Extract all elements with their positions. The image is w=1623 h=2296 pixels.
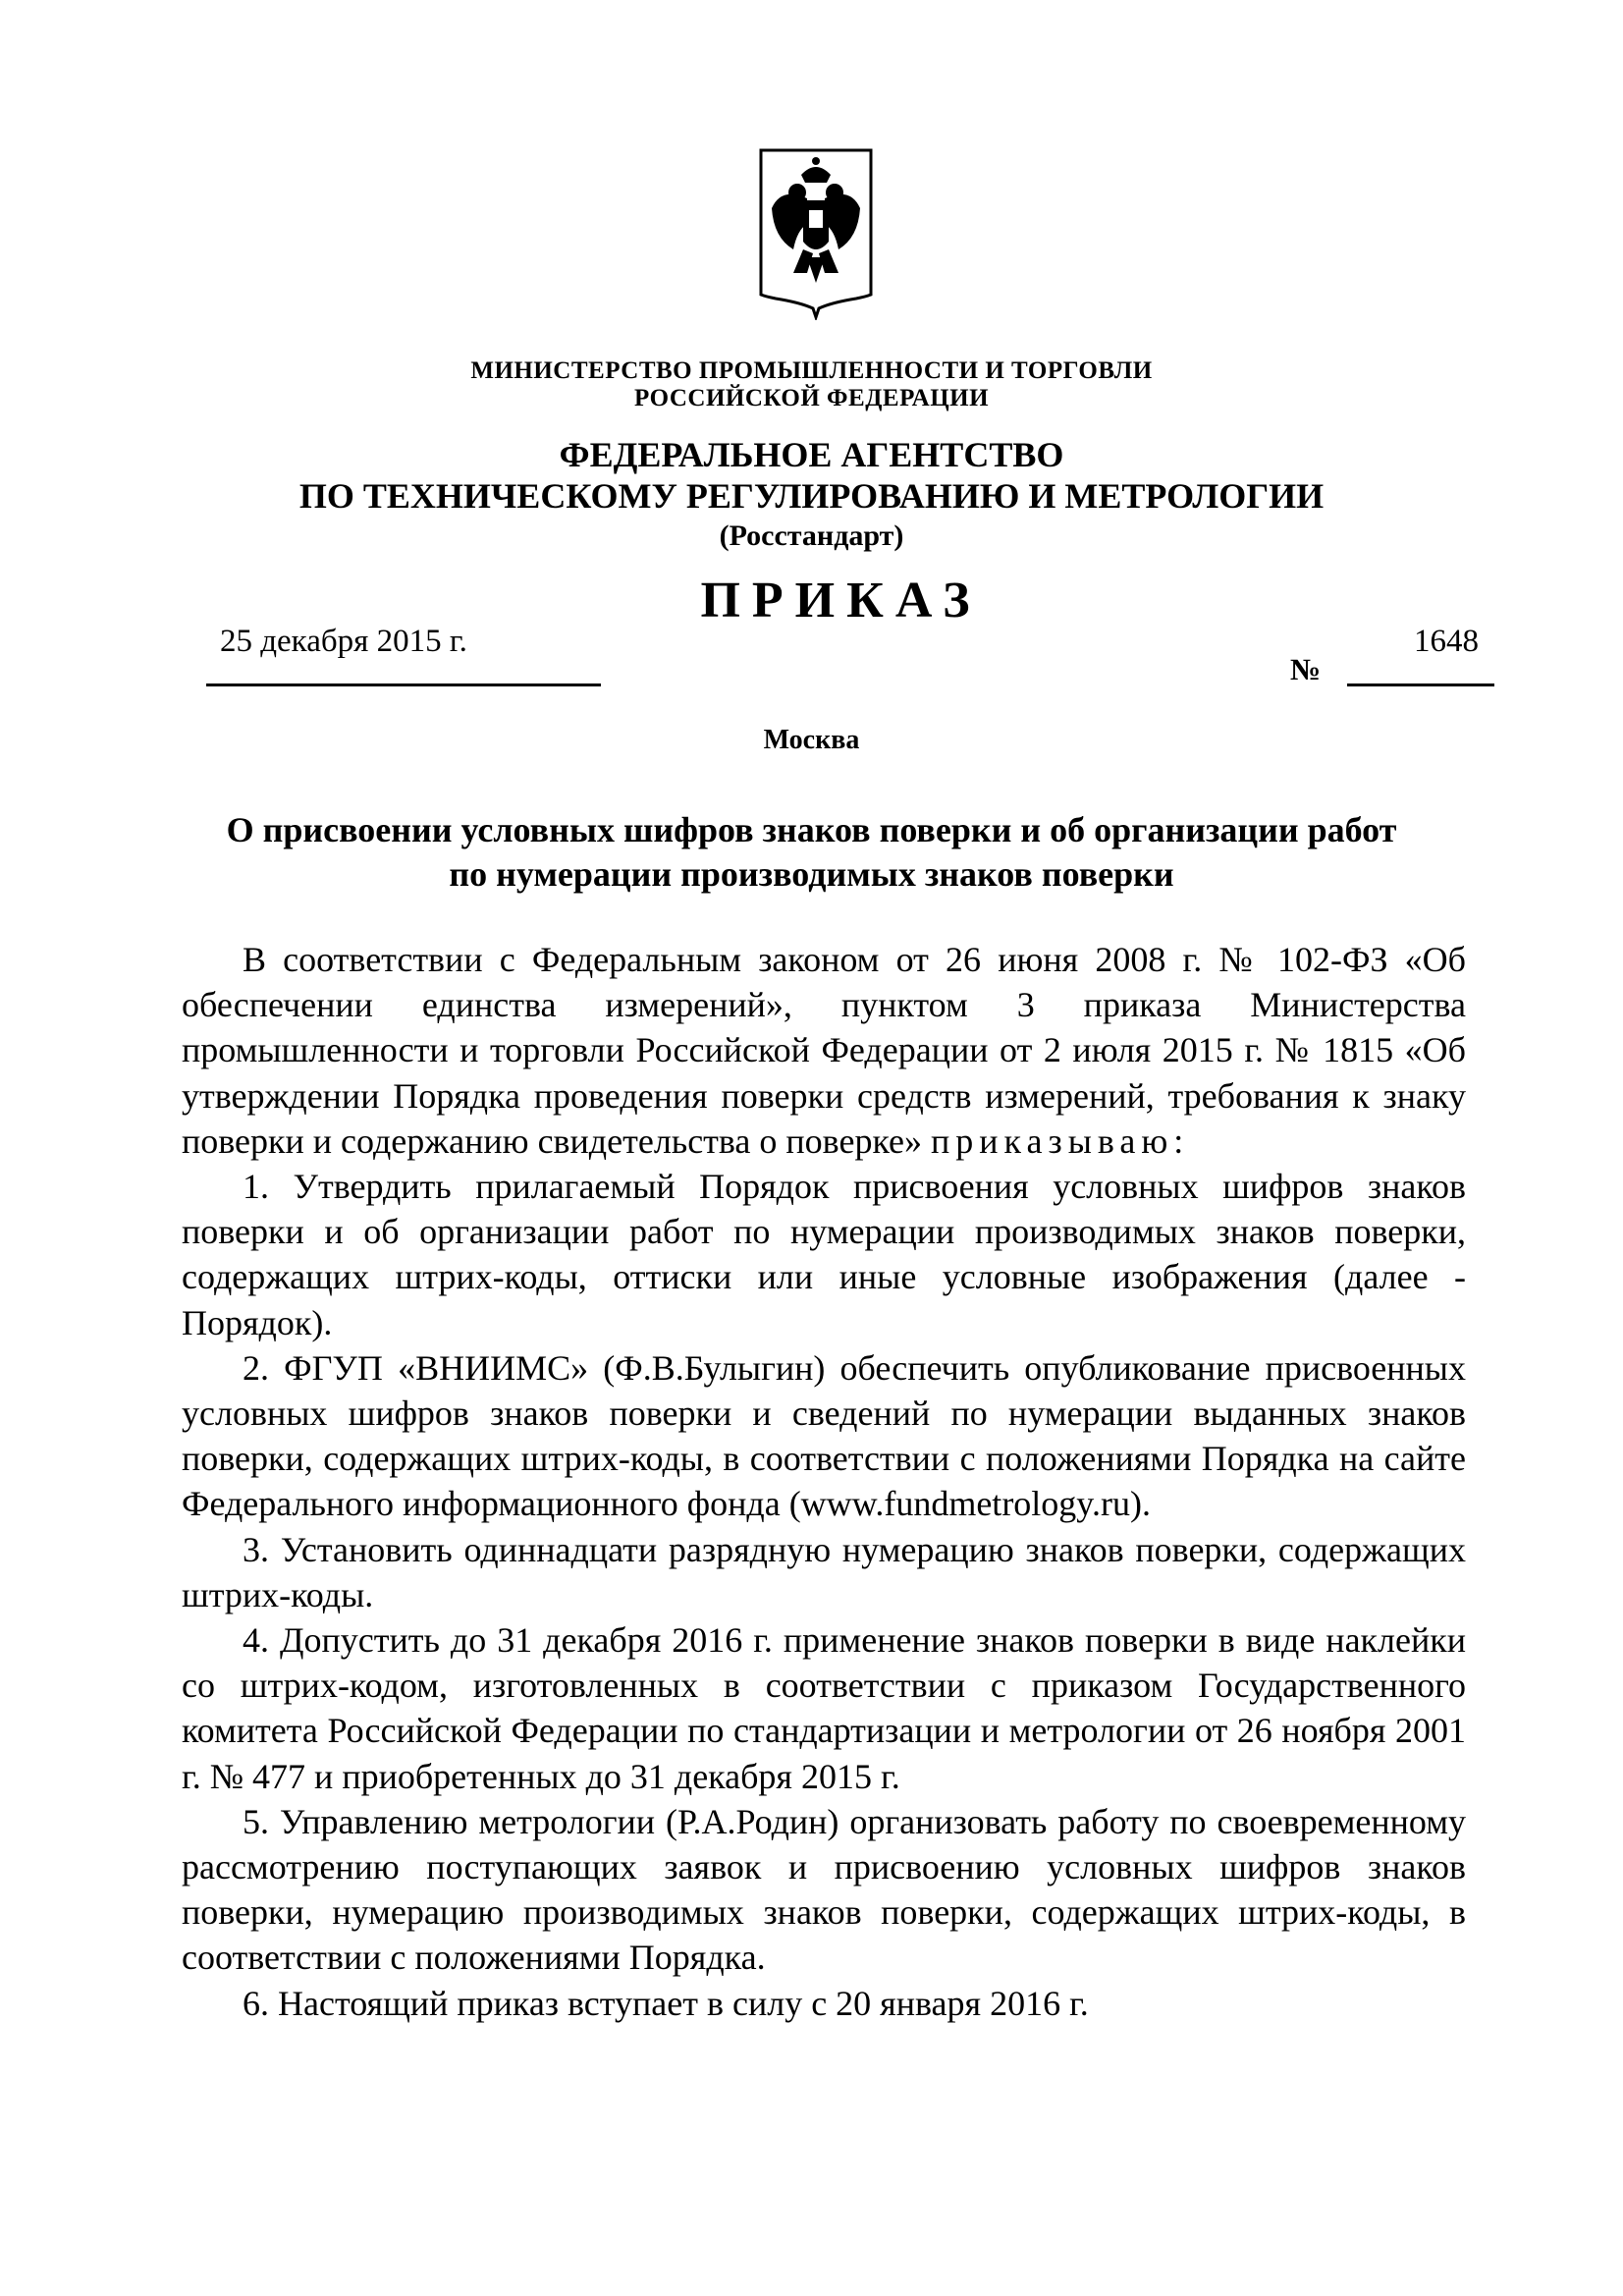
order-item-2: 2. ФГУП «ВНИИМС» (Ф.В.Булыгин) обеспечить опубликование присвоенных условных шифров знаков поверки и сведений по нумерации выданных знаков поверки, содержащих штрих-коды, в соответствии с положениями Порядка на сайте Федерального информационного фонда (www.fundmetrology.ru). [182,1347,1466,1524]
agency-name [0,434,1623,556]
subject-line-2: по нумерации производимых знаков поверки [449,854,1174,894]
agency-short-name: (Росстандарт) [719,519,904,552]
preamble-paragraph [182,937,1466,1164]
agency-line-2: ПО ТЕХНИЧЕСКОМУ РЕГУЛИРОВАНИЮ И МЕТРОЛОГИИ [298,476,1325,516]
agency-line-1: ФЕДЕРАЛЬНОЕ АГЕНТСТВО [559,435,1064,474]
order-item-3: 3. Установить одиннадцати разрядную нумерацию знаков поверки, содержащих штрих-коды. [182,1529,1466,1614]
order-title: ПРИКАЗ [700,573,982,629]
ministry-line-2: РОССИЙСКОЙ ФЕДЕРАЦИИ [633,385,990,411]
order-body [182,937,1466,2026]
preamble-command: приказываю: [931,1121,1190,1161]
date-underline [206,683,601,686]
order-number: 1648 [1414,624,1479,659]
order-item-5: 5. Управлению метрологии (Р.А.Родин) организовать работу по своевременному рассмотрению поступающих заявок и присвоению условных шифров знаков поверки, нумерацию производимых знаков поверки, содержащих штрих-коды, в соответствии с положениями Порядка. [182,1801,1466,1978]
order-item-4: 4. Допустить до 31 декабря 2016 г. применение знаков поверки в виде наклейки со штрих-кодом, изготовленных в соответствии с приказом Государственного комитета Российской Федерации по стандартизации и метрологии от 26 ноября 2001 г. № 477 и приобретенных до 31 декабря 2015 г. [182,1620,1466,1796]
ministry-line-1: МИНИСТЕРСТВО ПРОМЫШЛЕННОСТИ И ТОРГОВЛИ [470,357,1153,384]
ministry-name [0,357,1623,412]
number-underline [1347,683,1494,686]
number-sign: № [1290,652,1322,686]
city: Москва [763,725,860,755]
order-subject [0,808,1623,897]
order-date: 25 декабря 2015 г. [220,624,467,659]
preamble-text: В соответствии с Федеральным законом от 26 июня 2008 г. № 102-ФЗ «Об обеспечении единства измерений», пунктом 3 приказа Министерства промышленности и торговли Российской Федерации от 2 июля 2015 г. № 1815 «Об утверждении Порядка проведения поверки средств измерений, требования к знаку поверки и содержанию свидетельства о поверке» [182,940,1466,1161]
order-item-1: 1. Утвердить прилагаемый Порядок присвоения условных шифров знаков поверки и об организации работ по нумерации производимых знаков поверки, содержащих штрих-коды, оттиски или иные условные изображения (далее - Порядок). [182,1167,1466,1342]
subject-line-1: О присвоении условных шифров знаков поверки и об организации работ [226,810,1397,849]
coat-of-arms-icon [758,147,874,320]
order-item-6: 6. Настоящий приказ вступает в силу с 20 января 2016 г. [243,1983,1089,2023]
